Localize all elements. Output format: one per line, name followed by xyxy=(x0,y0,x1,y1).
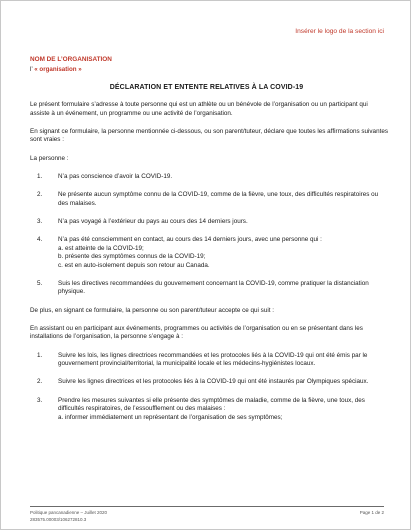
organisation-quoted: « organisation » xyxy=(34,66,82,73)
declaration-number: 1. xyxy=(37,172,43,180)
logo-placeholder-note: Insérer le logo de la section ici xyxy=(295,28,384,35)
agreement-number: 1. xyxy=(37,351,43,359)
footer-left xyxy=(30,510,107,523)
declaration-number: 3. xyxy=(37,217,43,225)
declaration-item xyxy=(37,236,388,270)
declaration-number: 4. xyxy=(37,235,43,243)
agreement-text: Suivre les lois, les lignes directrices recommandées et les protocoles liés à la COVID-19 qui ont été émis par le gouvernement provincial/territorial, la municipalité locale et les médecins-hygiénistes locaux. xyxy=(58,351,368,368)
agreement-number: 2. xyxy=(37,378,43,386)
page-footer xyxy=(30,506,384,523)
page-number: Page 1 de 2 xyxy=(359,510,384,515)
agreement-item xyxy=(37,352,388,369)
agreement-subitem: a. informer immédiatement un représentant de l’organisation de ses symptômes; xyxy=(58,413,283,421)
declaration-subitem: a. est atteinte de la COVID-19; xyxy=(58,244,144,252)
document-body xyxy=(30,101,388,432)
organisation-name: NOM DE L’ORGANISATION xyxy=(30,56,112,63)
declaration-subitem: c. est en auto-isolement depuis son retour au Canada. xyxy=(58,261,210,269)
declaration-number: 5. xyxy=(37,279,43,287)
agreement-text: Suivre les lignes directrices et les protocoles liés à la COVID-19 qui ont été instaurés par Olympiques spéciaux. xyxy=(58,378,369,386)
footer-reference: 283575.00003/106272810.3 xyxy=(30,516,87,522)
declaration-item xyxy=(37,218,388,227)
footer-policy: Politique pancanadienne – Juillet 2020 xyxy=(30,510,108,515)
organisation-reference xyxy=(30,66,82,73)
declaration-text: Ne présente aucun symptôme connu de la COVID-19, comme de la fièvre, une toux, des difficultés respiratoires ou des malaises. xyxy=(58,190,379,207)
intro-paragraph: Le présent formulaire s’adresse à toute personne qui est un athlète ou un bénévole de l’organisation ou un participant qui assiste à un événement, un programme ou une activité de l’organisation. xyxy=(30,101,368,117)
declaration-text: N’a pas voyagé à l’extérieur du pays au cours des 14 derniers jours. xyxy=(58,217,248,225)
agreement-statement: De plus, en signant ce formulaire, la personne ou son parent/tuteur accepte ce qui suit : xyxy=(30,306,274,314)
declaration-number: 2. xyxy=(37,190,43,198)
document-title: DÉCLARATION ET ENTENTE RELATIVES À LA COVID-19 xyxy=(109,84,304,91)
declaration-text: Suis les directives recommandées du gouvernement concernant la COVID-19, comme pratiquer la distanciation physique. xyxy=(58,279,369,296)
agreement-item xyxy=(37,378,388,387)
declaration-text: N’a pas été consciemment en contact, au cours des 14 derniers jours, avec une personne qui : xyxy=(58,235,322,243)
person-label: La personne : xyxy=(30,154,69,162)
organisation-prefix: l’ xyxy=(30,66,35,73)
agreement-number: 3. xyxy=(37,396,43,404)
signature-statement: En signant ce formulaire, la personne mentionnée ci-dessous, ou son parent/tuteur, déclare que toutes les affirmations suivantes sont vraies : xyxy=(30,127,388,144)
commitment-paragraph: En assistant ou en participant aux événements, programmes ou activités de l’organisation ou en se présentant dans les installations de l’organisation, la personne s’engage à : xyxy=(30,324,363,341)
declaration-item xyxy=(37,173,388,182)
agreement-text: Prendre les mesures suivantes si elle présente des symptômes de maladie, comme de la fièvre, une toux, des difficultés respiratoires, de l’essoufflement ou des malaises : xyxy=(58,396,365,413)
declaration-item xyxy=(37,191,388,208)
declaration-item xyxy=(37,280,388,297)
declaration-subitem: b. présente des symptômes connus de la COVID-19; xyxy=(58,253,206,261)
agreement-item xyxy=(37,397,388,423)
declaration-text: N’a pas conscience d’avoir la COVID-19. xyxy=(58,172,173,180)
